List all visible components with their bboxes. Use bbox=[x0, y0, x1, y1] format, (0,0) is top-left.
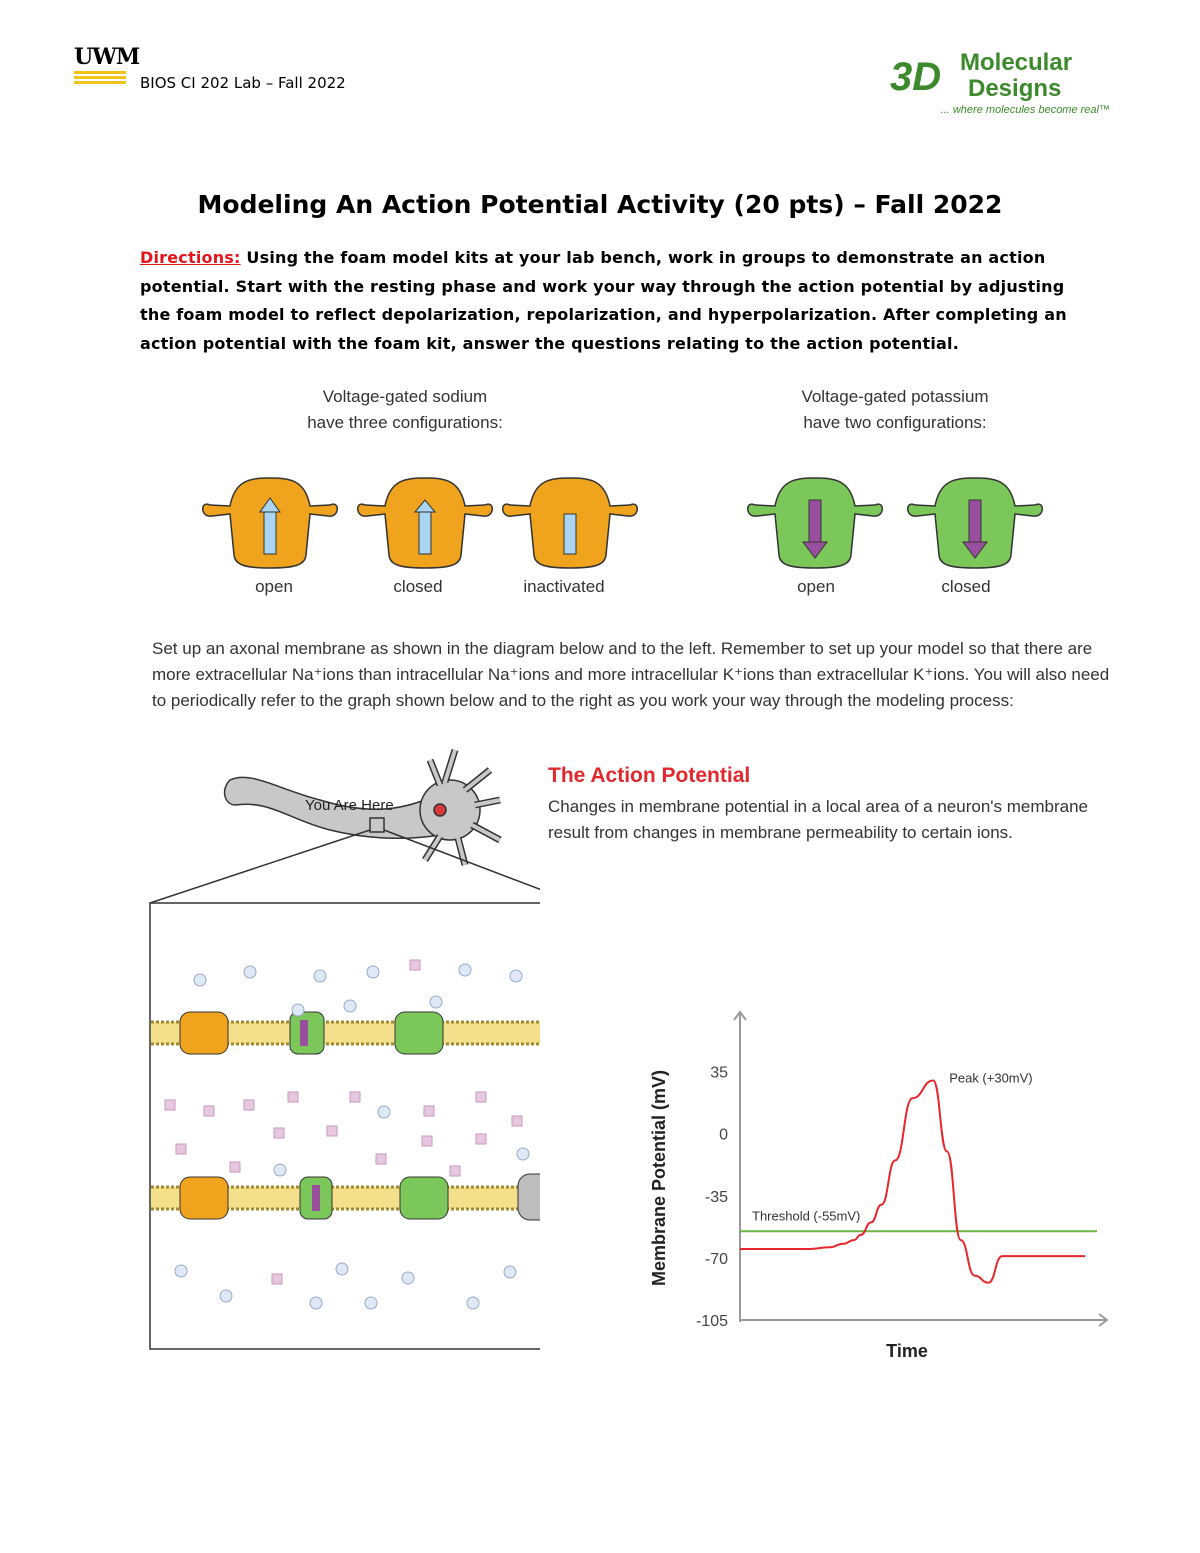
potassium-open-label: open bbox=[797, 577, 835, 596]
membrane-zoom-box bbox=[150, 903, 540, 1349]
directions-text: Using the foam model kits at your lab bench, work in groups to demonstrate an action potential. Start with the resting phase and work your way through the action potential by adjusting the foam model to reflect depolarization, repolarization, and hyperpolarization. After completing an action potential with the foam kit, answer the questions relating to the action potential. bbox=[140, 248, 1067, 353]
directions-label: Directions: bbox=[140, 248, 241, 267]
sodium-inactivated-label: inactivated bbox=[523, 577, 605, 596]
chart-y-tick-label: 0 bbox=[719, 1126, 728, 1144]
potassium-caption-line1: Voltage-gated potassium bbox=[801, 387, 989, 406]
potassium-open-channel bbox=[748, 478, 883, 568]
page-title: Modeling An Action Potential Activity (20 pts) – Fall 2022 bbox=[197, 190, 1003, 219]
chart-y-tick-label: -105 bbox=[695, 1313, 728, 1330]
sodium-caption-line2: have three configurations: bbox=[307, 413, 503, 432]
potassium-caption bbox=[740, 384, 1050, 436]
sodium-closed-channel bbox=[358, 478, 493, 568]
potassium-closed-channel bbox=[908, 478, 1043, 568]
uwm-logo: UWM bbox=[74, 44, 139, 84]
setup-instructions: Set up an axonal membrane as shown in the diagram below and to the left. Remember to set up your model so that there are more extracellular Na⁺ions than intracellular Na⁺ions and more intracellular K⁺ions than extracellular K⁺ions. You will also need to periodically refer to the graph shown below and to the right as you work your way through the modeling process: bbox=[152, 639, 1110, 710]
sodium-closed-label: closed bbox=[393, 577, 443, 596]
chart-x-label: Time bbox=[886, 1341, 928, 1361]
sodium-caption bbox=[240, 384, 570, 436]
action-potential-title: The Action Potential bbox=[548, 764, 751, 787]
brand-logo bbox=[890, 44, 1150, 104]
potassium-caption-line2: have two configurations: bbox=[803, 413, 987, 432]
chart-y-label: Membrane Potential (mV) bbox=[649, 1069, 669, 1287]
svg-text:Molecular: Molecular bbox=[960, 49, 1073, 76]
course-label: BIOS CI 202 Lab – Fall 2022 bbox=[140, 74, 346, 92]
sodium-caption-line1: Voltage-gated sodium bbox=[322, 387, 488, 406]
chart-y-tick-label: 35 bbox=[710, 1064, 728, 1082]
potassium-closed-label: closed bbox=[941, 577, 991, 596]
axon-membrane-diagram bbox=[140, 740, 540, 1360]
chart-peak-label: Peak (+30mV) bbox=[949, 1070, 1033, 1086]
chart-y-tick-label: -35 bbox=[704, 1188, 728, 1206]
sodium-open-label: open bbox=[255, 577, 293, 596]
neuron-location-label: You Are Here bbox=[305, 797, 394, 814]
directions bbox=[140, 244, 1070, 358]
action-potential-description: Changes in membrane potential in a local area of a neuron's membrane result from changes in membrane permeability to certain ions. bbox=[548, 797, 1089, 842]
sodium-open-channel bbox=[203, 478, 338, 568]
action-potential-chart bbox=[630, 1000, 1110, 1370]
chart-threshold-label: Threshold (-55mV) bbox=[752, 1208, 861, 1224]
chart-y-tick-label: -70 bbox=[704, 1250, 728, 1268]
svg-text:3D: 3D bbox=[890, 55, 942, 99]
brand-tagline: ... where molecules become real™ bbox=[940, 104, 1110, 116]
channel-configurations bbox=[200, 470, 1100, 580]
chart-membrane-potential-line bbox=[740, 1080, 1085, 1282]
svg-text:Designs: Designs bbox=[968, 75, 1062, 102]
sodium-inactivated-channel bbox=[503, 478, 638, 568]
